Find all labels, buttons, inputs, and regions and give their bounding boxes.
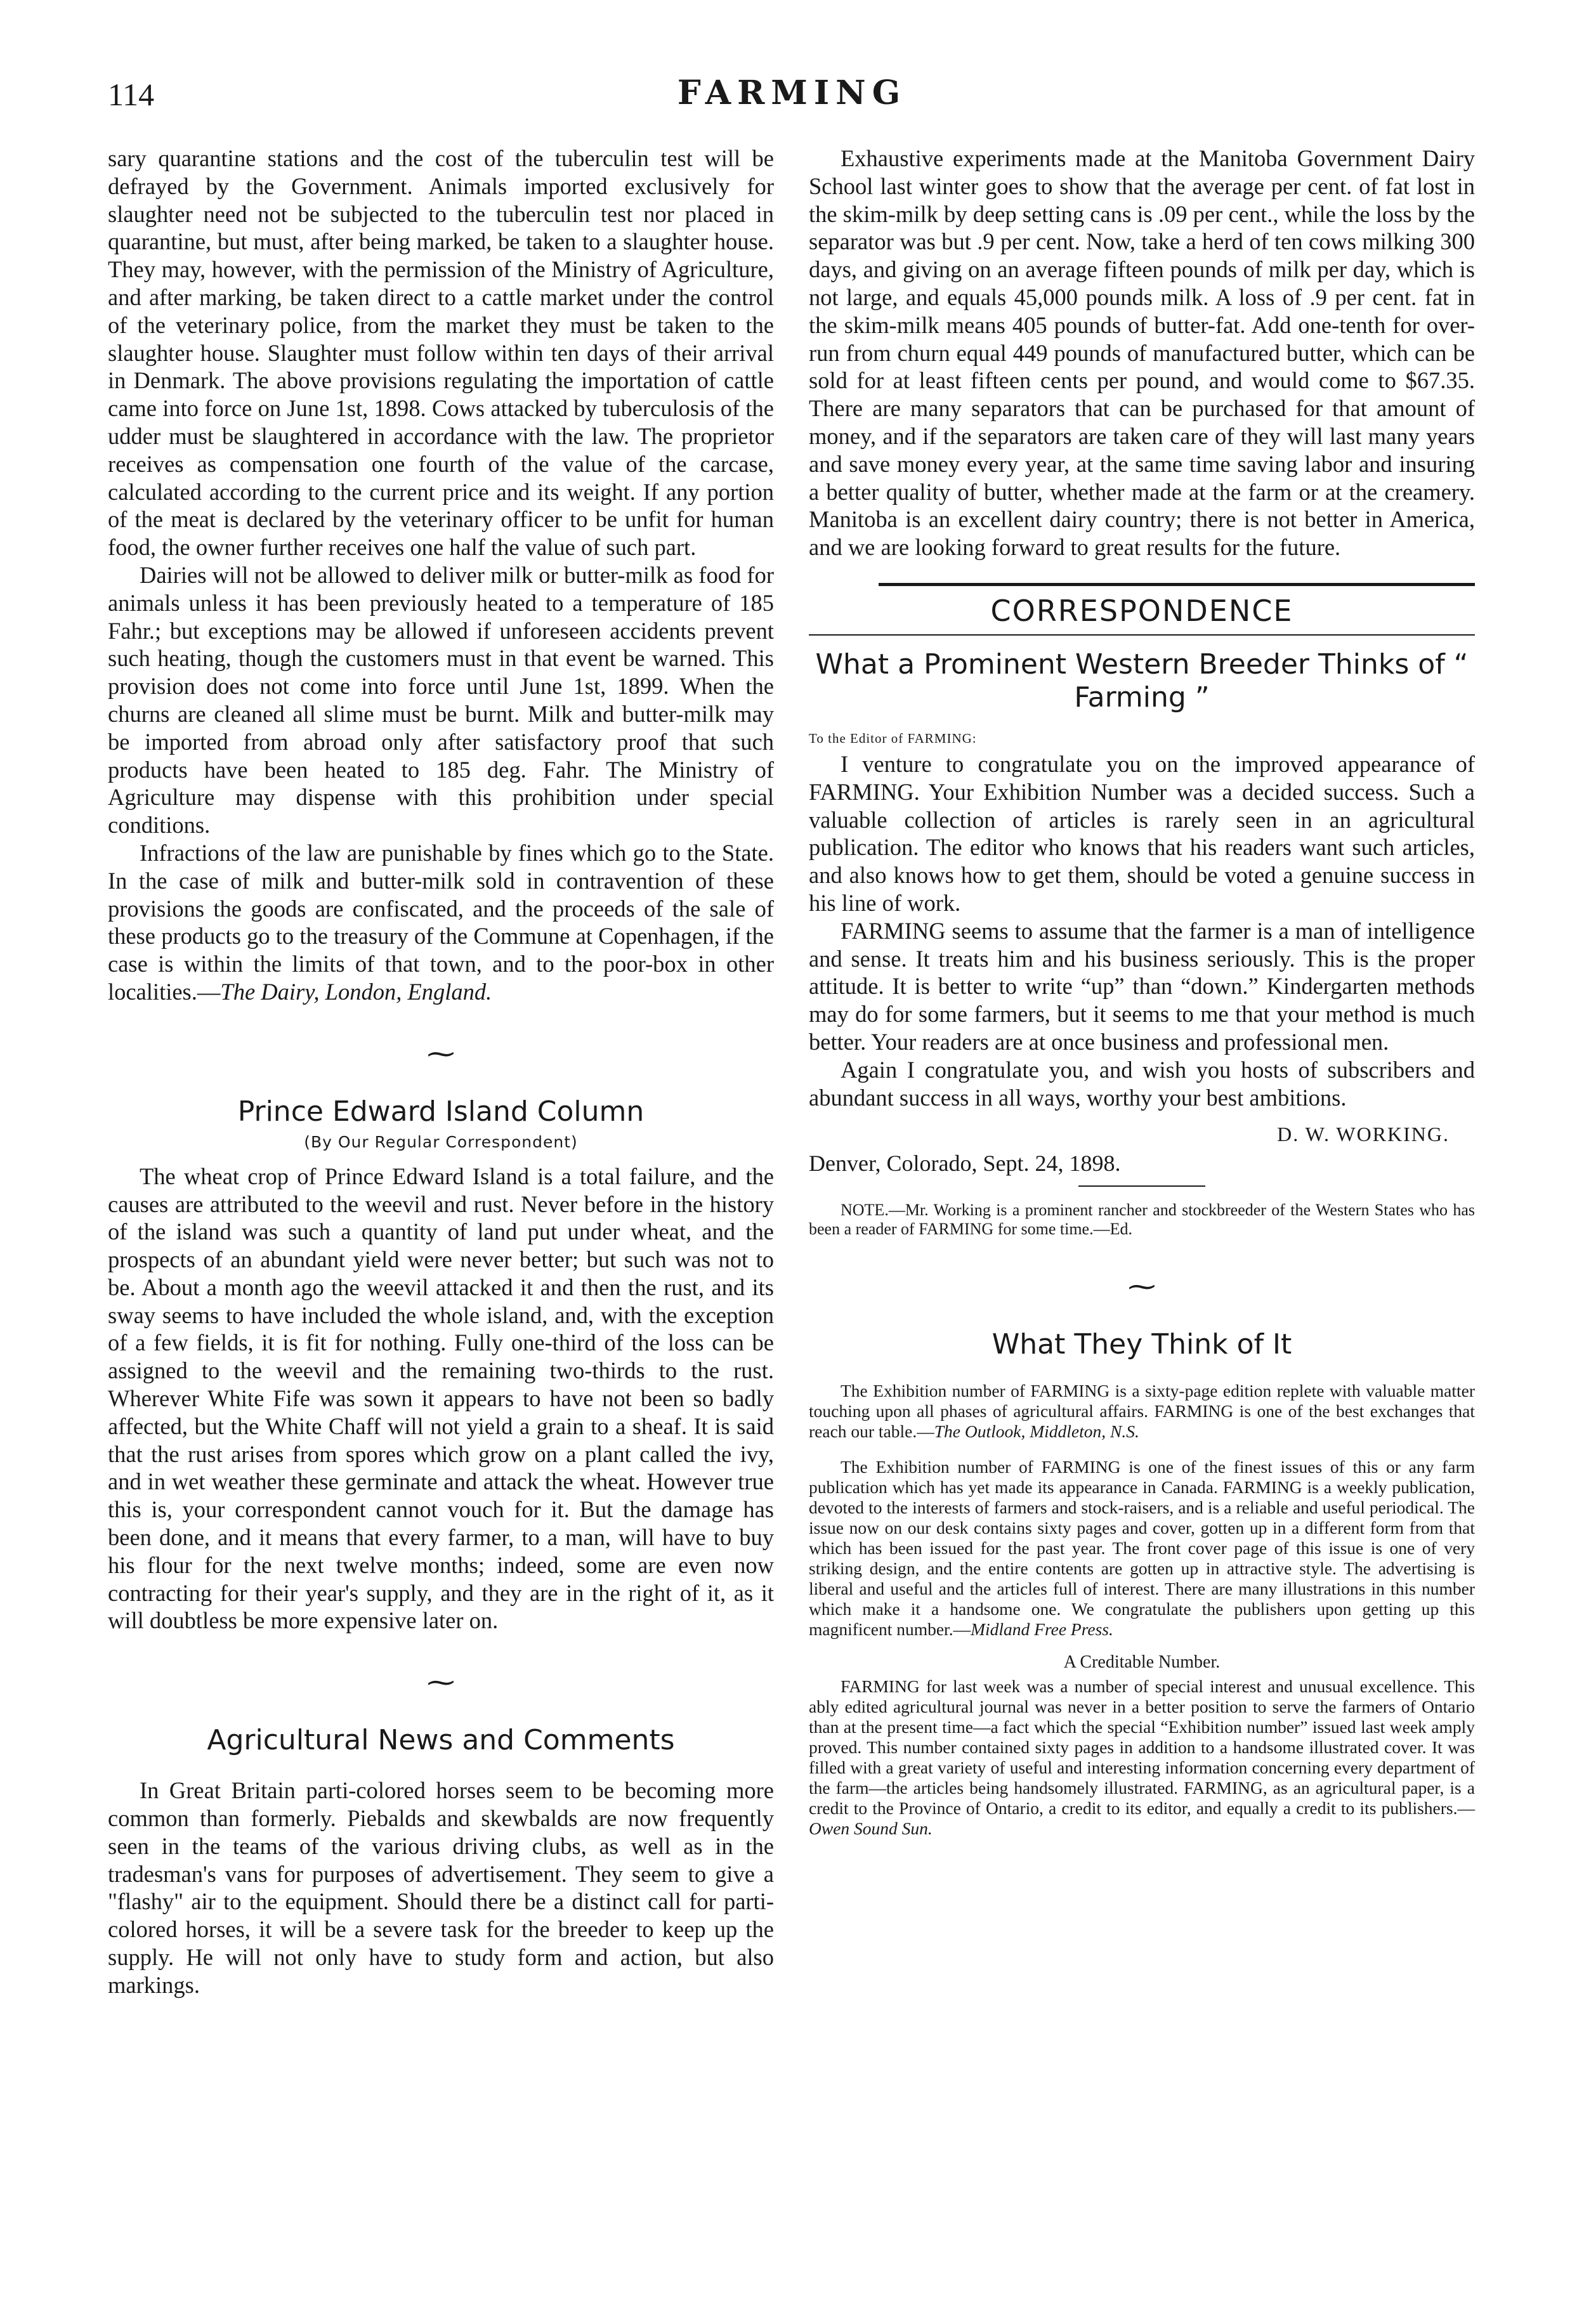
manitoba-paragraph: Exhaustive experiments made at the Manitoba Government Dairy School last winter goes to show that the average per cent. of fat lost in the skim-milk by deep setting cans is .09 per cent., while the loss by the separator was but .9 per cent. Now, take a herd of ten cows milking 300 days, and giving on an average fifteen pounds of milk per day, which is not large, and equals 45,000 pounds milk. A loss of .9 per cent. fat in the skim-milk means 405 pounds of butter-fat. Add one-tenth for over-run from churn equal 449 pounds of manufactured butter, which can be sold for at least fifteen cents per pound, and would come to $67.35. There are many separators that can be purchased for that amount of money, and if the separators are taken care of they will last many years and save money every year, at the same time saving labor and insuring a better quality of butter, whether made at the farm or at the creamery. Manitoba is an excellent dairy country; there is not better in America, and we are looking forward to great results for the future. xyxy=(809,145,1475,561)
rule xyxy=(1078,1185,1205,1187)
agri-news-paragraph: In Great Britain parti-colored horses seem to be becoming more common than formerly. Piebalds and skewbalds are now frequently seen in the teams of the various driving clubs, as well as in the tradesman's vans for purposes of advertisement. They seem to give a "flashy" air to the equipment. Should there be a distinct call for parti-colored horses, it will be a severe task for the breeder to keep up the supply. He will not only have to study form and action, but also markings. xyxy=(108,1777,774,1998)
section-ornament: ⁓ xyxy=(427,1038,455,1069)
what-they-think-title: What They Think of It xyxy=(992,1328,1292,1361)
rule xyxy=(809,634,1475,636)
letter-paragraph-2: FARMING seems to assume that the farmer is a man of intelligence and sense. It treats him and his business seriously. This is the proper attitude. It is better to write “up” than “down.” Kindergarten methods may do for some farmers, but it seems to me that your method is much better. Your readers are at once business and professional men. xyxy=(809,917,1475,1055)
agri-news-title: Agricultural News and Comments xyxy=(207,1724,675,1757)
dairy-law-source: The Dairy, London, England. xyxy=(220,978,492,1005)
creditable-number-title: A Creditable Number. xyxy=(1063,1652,1221,1673)
review-source: Owen Sound Sun. xyxy=(809,1818,933,1839)
section-ornament: ⁓ xyxy=(427,1667,455,1699)
letter-paragraph-3: Again I congratulate you, and wish you hosts of subscribers and abundant success in all ways, worthy your best ambitions. xyxy=(809,1056,1475,1111)
letter-title: What a Prominent Western Breeder Thinks of “ Farming ” xyxy=(815,648,1469,714)
review-item-2: The Exhibition number of FARMING is one of the finest issues of this or any farm publication which has yet made its appearance in Canada. FARMING is a weekly publication, devoted to the interests of farmers and stock-raisers, and is a reliable and useful periodical. The issue now on our desk contains sixty pages and cover, gotten up in a different form from that which has been issued for the past year. The front cover page of this issue is one of very striking design, and the entire contents are gotten up in attractive style. The advertising is liberal and useful and the articles full of interest. There are many illustrations in this number which make it a handsome one. We congratulate the publishers upon getting up this magnificent number.—Midland Free Press. xyxy=(809,1457,1475,1640)
pei-column-title: Prince Edward Island Column xyxy=(237,1095,645,1128)
review-source: The Outlook, Middleton, N.S. xyxy=(934,1421,1139,1442)
pei-column-byline: (By Our Regular Correspondent) xyxy=(304,1132,578,1151)
right-column xyxy=(809,145,1475,1839)
dairy-law-paragraph-1: sary quarantine stations and the cost of the tuberculin test will be defrayed by the Government. Animals imported exclusively for slaughter need not be subjected to the tuberculin test nor placed in quarantine, but must, after being marked, be taken to a slaughter house. They may, however, with the permission of the Ministry of Agriculture, and after marking, be taken direct to a cattle market under the control of the veterinary police, from the market they must be taken to the slaughter house. Slaughter must follow within ten days of their arrival in Denmark. The above provisions regulating the importation of cattle came into force on June 1st, 1898. Cows attacked by tuberculosis of the udder must be slaughtered in accordance with the law. The proprietor receives as compensation one fourth of the value of the carcase, calculated according to the current price and its weight. If any portion of the meat is declared by the veterinary officer to be unfit for human food, the owner further receives one half the value of such part. xyxy=(108,145,774,561)
editor-note: NOTE.—Mr. Working is a prominent rancher and stockbreeder of the Western States who has been a reader of FARMING for some time.—Ed. xyxy=(809,1201,1475,1239)
pei-column-paragraph: The wheat crop of Prince Edward Island is a total failure, and the causes are attributed to the weevil and rust. Never before in the history of the island was such a quantity of land put under wheat, and the prospects of an abundant yield were never better; but such was not to be. About a month ago the weevil attacked it and then the rust, and its sway seems to have included the whole island, and, with the exception of a few fields, it is fit for nothing. Fully one-third of the loss can be assigned to the weevil and the remaining two-thirds to the rust. Wherever White Fife was sown it appears to have not been so badly affected, but the White Chaff will not yield a grain to a sheaf. It is said that the rust arises from spores which grow on a plant called the ivy, and in wet weather these germinate and attack the wheat. However true this is, your correspondent cannot vouch for it. But the damage has been done, and it means that every farmer, to a man, will have to buy his flour for the next twelve months; indeed, some are even now contracting for their year's supply, and they are in the right of it, as it will doubtless be more expensive later on. xyxy=(108,1163,774,1634)
review-item-1: The Exhibition number of FARMING is a sixty-page edition replete with valuable matter touching upon all phases of agricultural affairs. FARMING is one of the best exchanges that reach our table.—The Outlook, Middleton, N.S. xyxy=(809,1381,1475,1442)
dairy-law-paragraph-2: Dairies will not be allowed to deliver milk or butter-milk as food for animals unless it has been previously heated to a temperature of 185 Fahr.; but exceptions may be allowed if unforeseen accidents prevent such heating, though the customers must in that event be warned. This provision does not come into force until June 1st, 1899. When the churns are cleaned all slime must be burnt. Milk and butter-milk may be imported from abroad only after satisfactory proof that such products have been heated to 185 deg. Fahr. The Ministry of Agriculture may dispense with this prohibition under special conditions. xyxy=(108,561,774,839)
review-source: Midland Free Press. xyxy=(971,1619,1113,1640)
left-column xyxy=(108,145,774,1999)
dairy-law-paragraph-3: Infractions of the law are punishable by fines which go to the State. In the case of milk and butter-milk sold in contravention of these provisions the goods are confiscated, and the proceeds of the sale of these products go to the treasury of the Commune at Copenhagen, if the case is within the limits of that town, and to the poor-box in other localities.—The Dairy, London, England. xyxy=(108,839,774,1005)
letter-paragraph-1: I venture to congratulate you on the improved appearance of FARMING. Your Exhibition Number was a decided success. Such a valuable collection of articles is rarely seen in an agricultural publication. The editor who knows that his readers want such articles, and also knows how to get them, should be voted a genuine success in his line of work. xyxy=(809,750,1475,916)
correspondence-header xyxy=(809,583,1475,636)
page-number: 114 xyxy=(108,77,155,112)
running-title: FARMING xyxy=(677,74,907,112)
letter-place-date: Denver, Colorado, Sept. 24, 1898. xyxy=(809,1151,1121,1177)
section-ornament: ⁓ xyxy=(1128,1271,1156,1303)
review-item-3: FARMING for last week was a number of special interest and unusual excellence. This ably edited agricultural journal was never in a better position to serve the farmers of Ontario than at the present time—a fact which the special “Exhibition number” issued last week amply proved. This number contained sixty pages in addition to a handsome illustrated cover. It was filled with a great variety of useful and interesting information concerning every department of the farm—the articles being handsomely illustrated. FARMING, as an agricultural paper, is a credit to the Province of Ontario, a credit to its editor, and equally a credit to its publishers.—Owen Sound Sun. xyxy=(809,1676,1475,1839)
correspondence-title: CORRESPONDENCE xyxy=(990,593,1293,628)
letter-salutation: To the Editor of FARMING: xyxy=(809,730,977,746)
letter-signature: D. W. WORKING. xyxy=(1277,1123,1450,1146)
